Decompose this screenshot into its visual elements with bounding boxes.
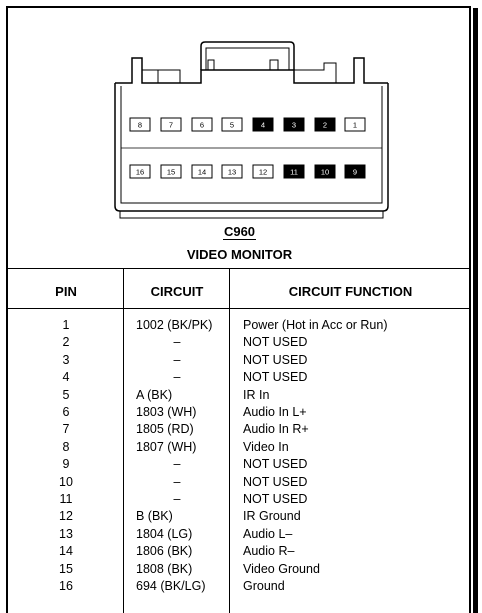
table-cell-function: Audio In R+ — [243, 422, 309, 437]
table-cell-function: IR In — [243, 387, 270, 402]
table-cell-function: Audio L– — [243, 526, 293, 541]
table-cell-function: Power (Hot in Acc or Run) — [243, 318, 388, 332]
connector-pin-12 — [253, 165, 273, 178]
connector-pin-16 — [130, 165, 150, 178]
table-cell-function: IR Ground — [243, 509, 301, 524]
connector-pin-6 — [192, 118, 212, 131]
table-cell-function: NOT USED — [243, 370, 308, 385]
table-cell-circuit: 1806 (BK) — [136, 544, 193, 559]
table-cell-function: Audio R– — [243, 544, 295, 559]
table-cell-function: NOT USED — [243, 335, 308, 350]
connector-pin-label: 13 — [227, 167, 237, 177]
connector-pin-15 — [161, 165, 181, 178]
connector-pin-4 — [253, 118, 273, 131]
connector-pin-label: 3 — [291, 120, 297, 130]
table-cell-circuit: – — [173, 492, 181, 506]
table-cell-pin: 16 — [59, 579, 73, 593]
table-cell-pin: 4 — [62, 370, 70, 385]
table-cell-pin: 14 — [59, 544, 73, 559]
table-cell-circuit: – — [173, 457, 181, 472]
table-cell-function: NOT USED — [243, 474, 308, 489]
connector-pin-7 — [161, 118, 181, 131]
connector-pin-label: 6 — [199, 120, 205, 130]
connector-pin-label: 16 — [135, 167, 145, 177]
table-cell-function: NOT USED — [243, 352, 308, 367]
table-cell-circuit: 1803 (WH) — [136, 405, 197, 419]
table-cell-circuit: 1002 (BK/PK) — [136, 318, 213, 332]
connector-pin-11 — [284, 165, 304, 178]
table-cell-pin: 15 — [59, 561, 73, 576]
table-cell-pin: 2 — [62, 335, 70, 350]
connector-pin-label: 5 — [229, 120, 235, 130]
table-cell-function: NOT USED — [243, 492, 308, 506]
table-cell-circuit: – — [173, 335, 181, 350]
connector-pin-label: 14 — [197, 167, 207, 177]
column-divider-2 — [229, 268, 230, 613]
table-cell-function: Video In — [243, 439, 289, 454]
connector-bottom-row — [130, 165, 365, 178]
header-circuit: CIRCUIT — [150, 284, 204, 299]
frame-shadow — [473, 8, 478, 613]
table-cell-function: NOT USED — [243, 457, 308, 472]
header-pin: PIN — [55, 284, 77, 299]
table-cell-pin: 10 — [59, 474, 73, 489]
connector-pin-label: 15 — [166, 167, 176, 177]
table-cell-circuit: 1804 (LG) — [136, 526, 193, 541]
connector-pin-14 — [192, 165, 212, 178]
connector-pin-9 — [345, 165, 365, 178]
table-cell-function: Audio In L+ — [243, 405, 307, 419]
connector-pin-8 — [130, 118, 150, 131]
connector-pin-2 — [315, 118, 335, 131]
connector-pin-label: 7 — [168, 120, 174, 130]
table-cell-function: Ground — [243, 579, 285, 593]
connector-pin-label: 11 — [290, 167, 298, 177]
table-cell-pin: 5 — [62, 387, 70, 402]
connector-pin-label: 4 — [260, 120, 266, 130]
table-cell-pin: 12 — [59, 509, 73, 524]
connector-pin-label: 10 — [320, 167, 330, 177]
table-cell-circuit: B (BK) — [136, 509, 173, 524]
table-cell-pin: 7 — [62, 422, 70, 437]
connector-pin-label: 2 — [322, 120, 328, 130]
table-cell-circuit: 1807 (WH) — [136, 439, 197, 454]
table-cell-pin: 8 — [62, 439, 70, 454]
table-cell-circuit: – — [173, 352, 181, 367]
table-cell-circuit: – — [173, 370, 181, 385]
table-cell-pin: 3 — [62, 352, 70, 367]
table-cell-circuit: 694 (BK/LG) — [136, 579, 206, 593]
connector-id: C960 — [223, 224, 256, 239]
table-header-divider — [8, 308, 471, 309]
table-cell-circuit: A (BK) — [136, 387, 173, 402]
table-cell-pin: 13 — [59, 526, 73, 541]
connector-pin-10 — [315, 165, 335, 178]
connector-pin-13 — [222, 165, 242, 178]
table-cell-circuit: 1805 (RD) — [136, 422, 194, 437]
connector-description: VIDEO MONITOR — [186, 247, 293, 262]
connector-pin-1 — [345, 118, 365, 131]
table-cell-pin: 11 — [59, 492, 73, 506]
connector-pin-label: 1 — [352, 120, 358, 130]
connector-pin-label: 9 — [352, 167, 358, 177]
table-cell-pin: 1 — [62, 318, 70, 332]
connector-pin-5 — [222, 118, 242, 131]
table-top-border — [8, 268, 471, 269]
table-cell-circuit: 1808 (BK) — [136, 561, 193, 576]
table-cell-function: Video Ground — [243, 561, 320, 576]
table-cell-pin: 6 — [62, 405, 70, 419]
connector-diagram — [8, 8, 471, 223]
table-cell-circuit: – — [173, 474, 181, 489]
table-cell-pin: 9 — [62, 457, 70, 472]
connector-pin-label: 12 — [258, 167, 268, 177]
connector-pin-3 — [284, 118, 304, 131]
connector-pin-label: 8 — [137, 120, 143, 130]
connector-top-row — [130, 118, 365, 131]
header-circuit-function: CIRCUIT FUNCTION — [288, 284, 413, 299]
